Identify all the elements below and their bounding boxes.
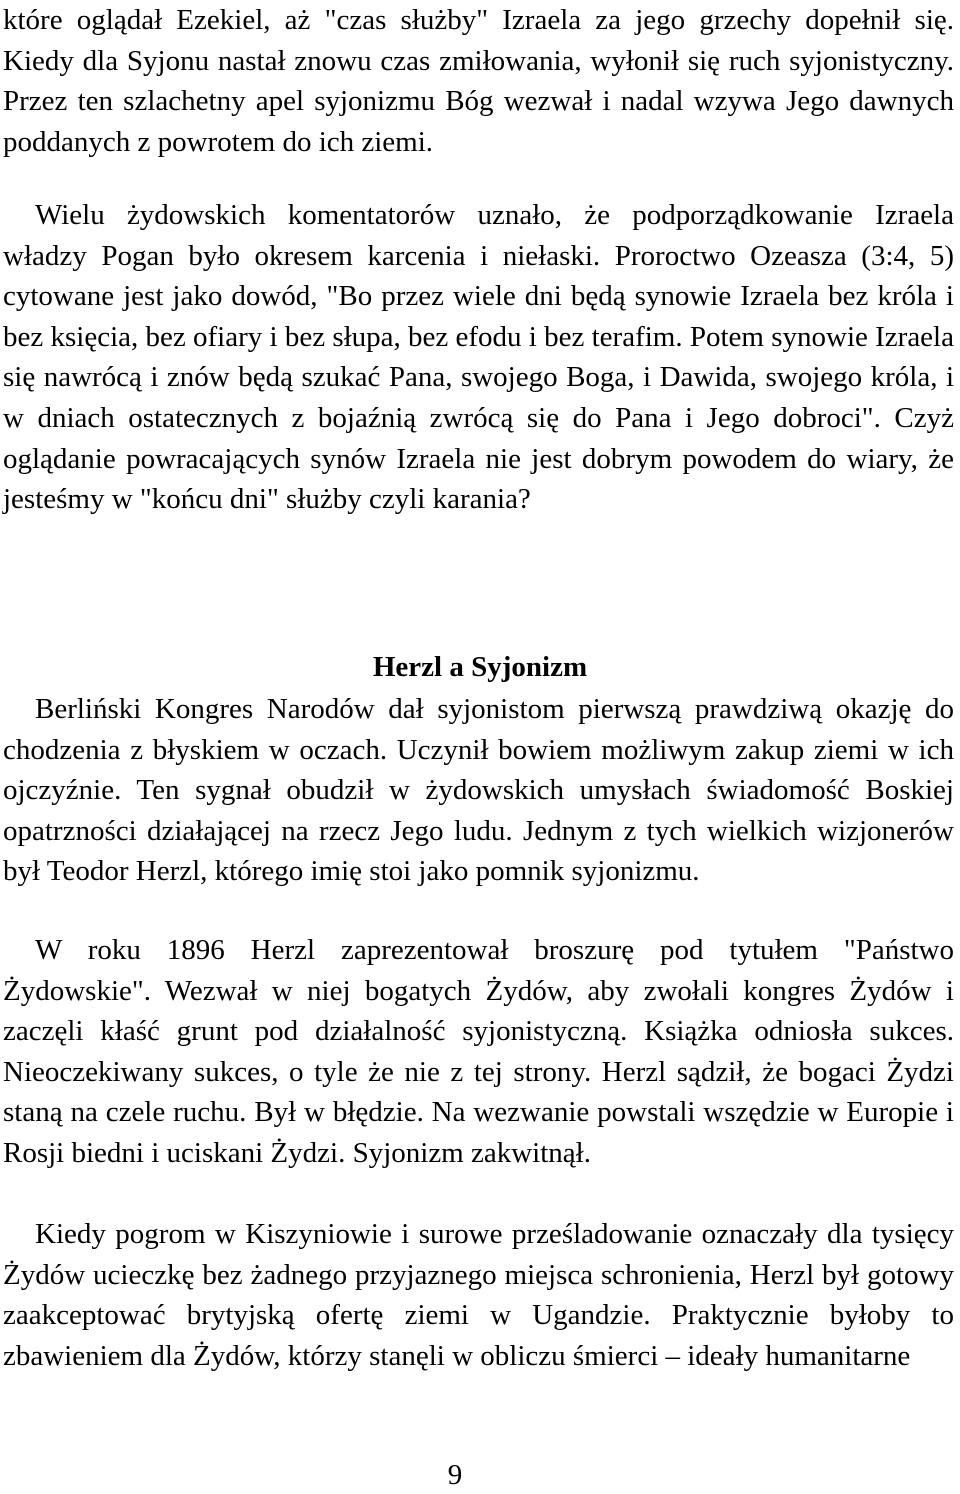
paragraph-kishinev-pogrom: Kiedy pogrom w Kiszyniowie i surowe prześladowanie oznaczały dla tysięcy Żydów ucieczkę bez żadnego przyjaznego miejsca schronienia, Herzl był gotowy zaakceptować brytyjską ofertę ziemi w Ugandzie. Praktycznie byłoby to zbawieniem dla Żydów, którzy stanęli w obliczu śmierci – ideały humanitarne	[3, 1218, 954, 1372]
paragraph-commentators: Wielu żydowskich komentatorów uznało, że podporządkowanie Izraela władzy Pogan było okresem karcenia i niełaski. Proroctwo Ozeasza (3:4, 5) cytowane jest jako dowód, "Bo przez wiele dni będą synowie Izraela bez króla i bez księcia, bez ofiary i bez słupa, bez efodu i bez terafim. Potem synowie Izraela się nawrócą i znów będą szukać Pana, swojego Boga, i Dawida, swojego króla, i w dniach ostatecznych z bojaźnią zwrócą się do Pana i Jego dobroci". Czyż oglądanie powracających synów Izraela nie jest dobrym powodem do wiary, że jesteśmy w "końcu dni" służby czyli karania?	[3, 199, 954, 516]
section-heading: Herzl a Syjonizm	[372, 651, 588, 683]
text-block-opening	[3, 0, 954, 162]
text-block-herzl-brochure	[3, 930, 954, 1174]
paragraph-berlin-congress: Berliński Kongres Narodów dał syjonistom pierwszą prawdziwą okazję do chodzenia z błyskiem w oczach. Uczynił bowiem możliwym zakup ziemi w ich ojczyźnie. Ten sygnał obudził w żydowskich umysłach świadomość Boskiej opatrzności działającej na rzecz Jego ludu. Jednym z tych wielkich wizjonerów był Teodor Herzl, którego imię stoi jako pomnik syjonizmu.	[3, 693, 954, 888]
paragraph-continuation: które oglądał Ezekiel, aż "czas służby" Izraela za jego grzechy dopełnił się. Kiedy dla Syjonu nastał znowu czas zmiłowania, wyłonił się ruch syjonistyczny. Przez ten szlachetny apel syjonizmu Bóg wezwał i nadal wzywa Jego dawnych poddanych z powrotem do ich ziemi.	[3, 4, 954, 158]
page-number: 9	[447, 1459, 463, 1491]
text-block-kishinev-pogrom	[3, 1214, 954, 1376]
paragraph-herzl-brochure: W roku 1896 Herzl zaprezentował broszurę pod tytułem "Państwo Żydowskie". Wezwał w niej bogatych Żydów, aby zwołali kongres Żydów i zaczęli kłaść grunt pod działalność syjonistyczną. Książka odniosła sukces. Nieoczekiwany sukces, o tyle że nie z tej strony. Herzl sądził, że bogaci Żydzi staną na czele ruchu. Był w błędzie. Na wezwanie powstali wszędzie w Europie i Rosji biedni i uciskani Żydzi. Syjonizm zakwitnął.	[3, 934, 954, 1169]
text-block-commentators	[3, 195, 954, 520]
text-block-berlin-congress	[3, 689, 954, 892]
